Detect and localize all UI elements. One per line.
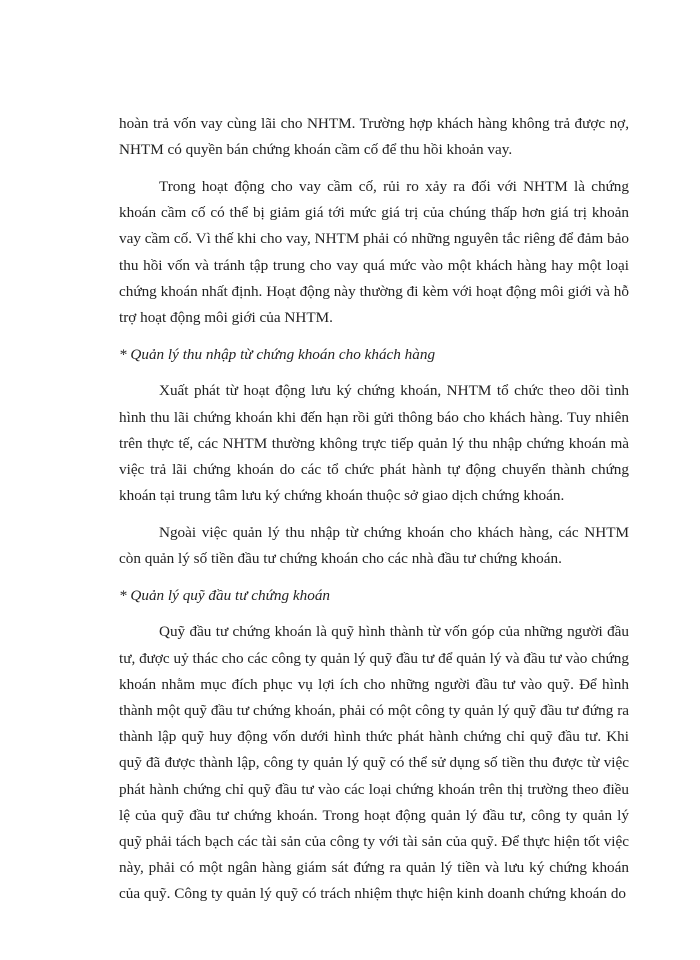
paragraph-loan-repayment: hoàn trả vốn vay cùng lãi cho NHTM. Trường hợp khách hàng không trả được nợ, NHTM có quyền bán chứng khoán cầm cố để thu hồi khoản vay. — [119, 115, 629, 159]
section-heading-income-management: * Quản lý thu nhập từ chứng khoán cho khách hàng — [119, 345, 436, 363]
paragraph-custody-income: Xuất phát từ hoạt động lưu ký chứng khoán, NHTM tổ chức theo dõi tình hình thu lãi chứng khoán khi đến hạn rồi gửi thông báo cho khách hàng. Tuy nhiên trên thực tế, các NHTM thường không trực tiếp quản lý thu nhập chứng khoán mà việc trả lãi chứng khoán do các tổ chức phát hành tự động chuyển thành chứng khoán tại trung tâm lưu ký chứng khoán thuộc sở giao dịch chứng khoán. — [119, 382, 629, 505]
paragraph-investment-money: Ngoài việc quản lý thu nhập từ chứng khoán cho khách hàng, các NHTM còn quản lý số tiền đầu tư chứng khoán cho các nhà đầu tư chứng khoán. — [119, 523, 629, 568]
document-page — [119, 111, 629, 918]
paragraph-pledge-lending-risk: Trong hoạt động cho vay cầm cố, rủi ro xảy ra đối với NHTM là chứng khoán cầm cố có thể bị giảm giá tới mức giá trị của chúng thấp hơn giá trị khoản vay cầm cố. Vì thế khi cho vay, NHTM phải có những nguyên tắc riêng để đảm bảo thu hồi vốn và tránh tập trung cho vay quá mức vào một khách hàng hay một loại chứng khoán nhất định. Hoạt động này thường đi kèm với hoạt động môi giới và hỗ trợ hoạt động môi giới của NHTM. — [119, 177, 629, 326]
paragraph-investment-fund: Quỹ đầu tư chứng khoán là quỹ hình thành từ vốn góp của những người đầu tư, được uỷ thác cho các công ty quản lý quỹ đầu tư để quản lý và đầu tư vào chứng khoán nhằm mục đích phục vụ lợi ích cho những người đầu tư vào quỹ. Để hình thành một quỹ đầu tư chứng khoán, phải có một công ty quản lý quỹ đầu tư đứng ra thành lập quỹ huy động vốn dưới hình thức phát hành chứng chỉ quỹ đầu tư. Khi quỹ đã được thành lập, công ty quản lý quỹ có thể sử dụng số tiền thu được từ việc phát hành chứng chỉ quỹ đầu tư vào các loại chứng khoán trên thị trường theo điều lệ của quỹ đầu tư chứng khoán. Trong hoạt động quản lý đầu tư, công ty quản lý quỹ phải tách bạch các tài sản của công ty với tài sản của quỹ. Để thực hiện tốt việc này, phải có một ngân hàng giám sát đứng ra quản lý tiền và lưu ký chứng khoán của quỹ. Công ty quản lý quỹ có trách nhiệm thực hiện kinh doanh chứng khoán do — [119, 623, 629, 903]
section-heading-fund-management: * Quản lý quỹ đầu tư chứng khoán — [119, 586, 331, 604]
